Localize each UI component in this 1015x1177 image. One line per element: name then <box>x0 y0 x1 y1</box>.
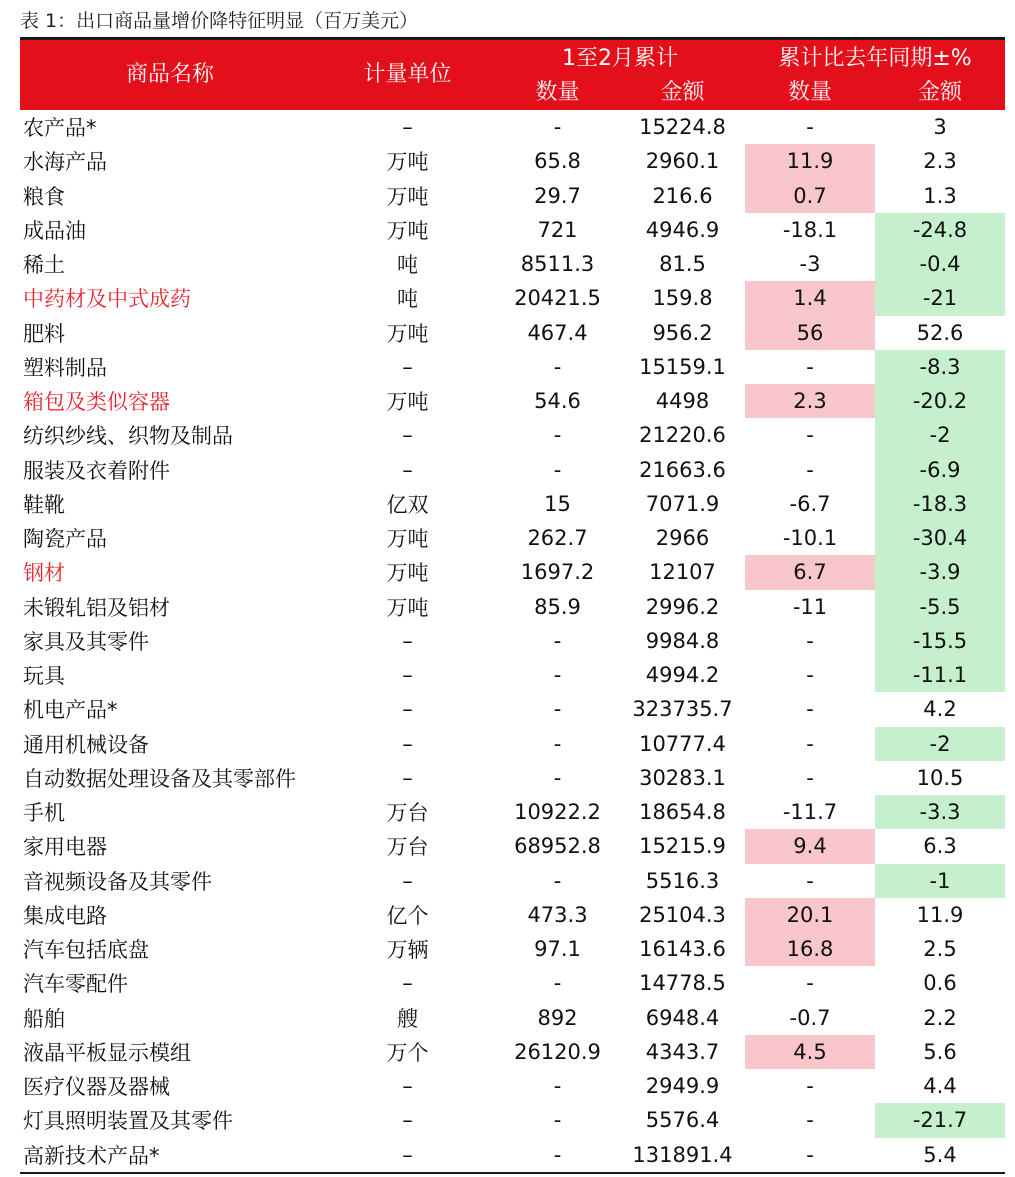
cell-qty-yoy: -10.1 <box>782 526 838 551</box>
cell-qty-yoy: - <box>806 354 814 379</box>
cell-unit: 万吨 <box>386 184 429 209</box>
cell-qty-yoy: -0.7 <box>789 1005 831 1030</box>
cell-name: 液晶平板显示模组 <box>23 1040 191 1065</box>
cell-amount-yoy: -24.8 <box>875 213 1005 247</box>
cell-amount-yoy: 5.4 <box>923 1142 957 1167</box>
cell-qty-yoy: - <box>806 628 814 653</box>
cell-amount: 2960.1 <box>645 149 720 174</box>
cell-name: 鞋靴 <box>23 492 65 517</box>
table-row <box>20 795 1005 829</box>
cell-name: 农产品* <box>23 116 97 141</box>
cell-name: 船舶 <box>23 1006 65 1031</box>
cell-qty: - <box>553 423 562 448</box>
cell-unit: – <box>402 1108 413 1133</box>
cell-unit: 艘 <box>397 1006 418 1031</box>
cell-qty: 15 <box>544 491 571 516</box>
cell-unit: – <box>402 731 413 756</box>
table-row <box>20 898 1005 932</box>
cell-name: 汽车包括底盘 <box>23 938 149 963</box>
cell-amount-yoy: 0.6 <box>923 971 957 996</box>
table-row <box>20 316 1005 350</box>
cell-qty: - <box>553 457 562 482</box>
cell-name: 粮食 <box>23 184 65 209</box>
cell-amount-yoy: 4.4 <box>923 1074 957 1099</box>
cell-qty: 262.7 <box>527 526 588 551</box>
cell-amount-yoy: -3.9 <box>875 555 1005 589</box>
table-row <box>20 829 1005 863</box>
table-row <box>20 1103 1005 1137</box>
cell-name: 箱包及类似容器 <box>23 390 170 415</box>
cell-qty-yoy: 11.9 <box>745 144 875 178</box>
cell-name: 家用电器 <box>23 835 107 860</box>
cell-unit: 万台 <box>386 835 429 860</box>
cell-unit: 万辆 <box>386 938 429 963</box>
table-row <box>20 453 1005 487</box>
table-row <box>20 727 1005 761</box>
cell-unit: 万吨 <box>386 150 429 175</box>
cell-qty: 68952.8 <box>514 834 601 859</box>
header-amount-yoy: 金额 <box>917 80 962 105</box>
cell-amount: 2996.2 <box>645 594 720 619</box>
cell-amount: 14778.5 <box>639 971 726 996</box>
cell-qty: - <box>553 663 562 688</box>
header-amount: 金额 <box>660 80 705 105</box>
cell-qty: - <box>553 1108 562 1133</box>
header-qty: 数量 <box>535 80 580 105</box>
cell-unit: 万吨 <box>386 595 429 620</box>
cell-qty: - <box>553 115 562 140</box>
cell-amount-yoy: 4.2 <box>923 697 957 722</box>
cell-amount-yoy: -20.2 <box>875 384 1005 418</box>
cell-unit: – <box>402 971 413 996</box>
cell-qty: 1697.2 <box>520 560 595 585</box>
cell-name: 未锻轧铝及铝材 <box>23 595 170 620</box>
cell-name: 集成电路 <box>23 903 107 928</box>
cell-amount: 25104.3 <box>639 902 726 927</box>
cell-unit: 万吨 <box>386 390 429 415</box>
header-group-yoy: 累计比去年同期±% <box>778 46 972 71</box>
cell-amount-yoy: 6.3 <box>923 834 957 859</box>
cell-amount-yoy: 1.3 <box>923 183 957 208</box>
cell-qty: 721 <box>537 217 578 242</box>
table-row <box>20 179 1005 213</box>
table-row <box>20 247 1005 281</box>
cell-name: 高新技术产品* <box>23 1143 160 1168</box>
cell-amount: 4498 <box>655 389 710 414</box>
cell-qty: 467.4 <box>527 320 588 345</box>
cell-amount-yoy: -2 <box>875 418 1005 452</box>
cell-qty-yoy: - <box>806 731 814 756</box>
header-group-cumulative: 1至2月累计 <box>562 46 678 71</box>
cell-qty: 10922.2 <box>514 800 601 825</box>
cell-qty: 8511.3 <box>520 252 595 277</box>
cell-amount: 5516.3 <box>645 868 720 893</box>
table-row <box>20 1035 1005 1069</box>
cell-unit: – <box>402 354 413 379</box>
table-row <box>20 384 1005 418</box>
cell-amount: 6948.4 <box>645 1005 720 1030</box>
cell-amount-yoy: -6.9 <box>875 453 1005 487</box>
cell-amount: 10777.4 <box>639 731 726 756</box>
cell-amount-yoy: -3.3 <box>875 795 1005 829</box>
table-row <box>20 658 1005 692</box>
cell-unit: – <box>402 1142 413 1167</box>
cell-amount: 15224.8 <box>639 115 726 140</box>
cell-name: 玩具 <box>23 664 65 689</box>
cell-amount: 2949.9 <box>645 1074 720 1099</box>
cell-amount: 21220.6 <box>639 423 726 448</box>
cell-unit: – <box>402 423 413 448</box>
cell-qty: 29.7 <box>534 183 581 208</box>
cell-unit: – <box>402 697 413 722</box>
cell-unit: – <box>402 628 413 653</box>
cell-unit: 吨 <box>397 253 418 278</box>
table-row <box>20 281 1005 315</box>
cell-amount-yoy: -1 <box>875 864 1005 898</box>
cell-name: 音视频设备及其零件 <box>23 869 212 894</box>
table-row <box>20 590 1005 624</box>
cell-amount: 18654.8 <box>639 800 726 825</box>
cell-name: 纺织纱线、织物及制品 <box>23 424 233 449</box>
cell-unit: – <box>402 457 413 482</box>
cell-amount-yoy: 10.5 <box>916 765 964 790</box>
cell-qty-yoy: - <box>806 765 814 790</box>
cell-qty: - <box>553 1074 562 1099</box>
cell-qty-yoy: 56 <box>745 316 875 350</box>
cell-qty: - <box>553 765 562 790</box>
table-caption: 表 1：出口商品量增价降特征明显（百万美元） <box>20 10 419 32</box>
table-row <box>20 1001 1005 1035</box>
cell-name: 汽车零配件 <box>23 972 128 997</box>
cell-name: 自动数据处理设备及其零部件 <box>23 766 296 791</box>
cell-name: 通用机械设备 <box>23 732 149 757</box>
table-header <box>20 40 1005 110</box>
cell-unit: – <box>402 1074 413 1099</box>
cell-unit: 万台 <box>386 801 429 826</box>
table-row <box>20 418 1005 452</box>
cell-amount: 15159.1 <box>639 354 726 379</box>
table-row <box>20 624 1005 658</box>
cell-qty-yoy: 20.1 <box>745 898 875 932</box>
cell-amount: 131891.4 <box>632 1142 733 1167</box>
cell-qty-yoy: - <box>806 115 814 140</box>
table-row <box>20 692 1005 726</box>
cell-amount-yoy: -5.5 <box>875 590 1005 624</box>
cell-name: 机电产品* <box>23 698 118 723</box>
table-row <box>20 1069 1005 1103</box>
cell-unit: – <box>402 663 413 688</box>
cell-amount-yoy: -11.1 <box>875 658 1005 692</box>
table-row <box>20 864 1005 898</box>
cell-qty-yoy: -11 <box>792 594 828 619</box>
cell-amount: 16143.6 <box>639 937 726 962</box>
table-row <box>20 110 1005 144</box>
cell-amount: 7071.9 <box>645 491 720 516</box>
cell-unit: 万吨 <box>386 561 429 586</box>
cell-qty: 26120.9 <box>514 1039 601 1064</box>
table-row <box>20 144 1005 178</box>
cell-name: 水海产品 <box>23 150 107 175</box>
cell-amount: 4343.7 <box>645 1039 720 1064</box>
cell-qty: 473.3 <box>527 902 588 927</box>
cell-amount: 2966 <box>655 526 710 551</box>
table-row <box>20 761 1005 795</box>
cell-qty-yoy: 2.3 <box>745 384 875 418</box>
cell-name: 手机 <box>23 801 65 826</box>
cell-amount-yoy: -15.5 <box>875 624 1005 658</box>
cell-amount-yoy: -30.4 <box>875 521 1005 555</box>
cell-qty-yoy: - <box>806 1074 814 1099</box>
cell-name: 钢材 <box>23 561 65 586</box>
cell-qty-yoy: - <box>806 663 814 688</box>
cell-unit: 万个 <box>386 1040 429 1065</box>
cell-amount: 4946.9 <box>645 217 720 242</box>
table-body <box>20 110 1005 1172</box>
header-qty-yoy: 数量 <box>787 80 832 105</box>
cell-name: 肥料 <box>23 321 65 346</box>
cell-amount: 12107 <box>649 560 716 585</box>
cell-qty-yoy: - <box>806 1108 814 1133</box>
cell-qty-yoy: 9.4 <box>745 829 875 863</box>
bottom-rule <box>20 1172 1005 1174</box>
cell-qty-yoy: - <box>806 457 814 482</box>
cell-qty: - <box>553 697 562 722</box>
cell-qty: 65.8 <box>534 149 581 174</box>
cell-qty-yoy: 6.7 <box>745 555 875 589</box>
cell-name: 中药材及中式成药 <box>23 287 191 312</box>
cell-amount: 956.2 <box>652 320 713 345</box>
cell-unit: – <box>402 115 413 140</box>
cell-amount-yoy: -2 <box>875 727 1005 761</box>
cell-amount-yoy: 2.3 <box>923 149 957 174</box>
cell-unit: 亿双 <box>386 492 429 517</box>
table-row <box>20 966 1005 1000</box>
cell-amount-yoy: 3 <box>933 115 947 140</box>
cell-unit: 万吨 <box>386 527 429 552</box>
table-row <box>20 1138 1005 1172</box>
cell-qty: - <box>553 971 562 996</box>
cell-qty: 20421.5 <box>514 286 601 311</box>
cell-qty-yoy: - <box>806 1142 814 1167</box>
cell-unit: 万吨 <box>386 321 429 346</box>
cell-qty: - <box>553 868 562 893</box>
cell-qty: 97.1 <box>534 937 581 962</box>
cell-name: 成品油 <box>23 218 86 243</box>
cell-amount-yoy: 2.5 <box>923 937 957 962</box>
cell-amount-yoy: 5.6 <box>923 1039 957 1064</box>
cell-qty: - <box>553 628 562 653</box>
cell-qty: 892 <box>537 1005 578 1030</box>
cell-amount: 5576.4 <box>645 1108 720 1133</box>
cell-amount-yoy: -21.7 <box>875 1103 1005 1137</box>
cell-name: 医疗仪器及器械 <box>23 1075 170 1100</box>
header-unit: 计量单位 <box>363 62 452 87</box>
cell-qty-yoy: 4.5 <box>745 1035 875 1069</box>
cell-amount: 216.6 <box>652 183 713 208</box>
cell-name: 塑料制品 <box>23 355 107 380</box>
cell-amount: 15215.9 <box>639 834 726 859</box>
cell-name: 陶瓷产品 <box>23 527 107 552</box>
cell-amount: 21663.6 <box>639 457 726 482</box>
cell-name: 家具及其零件 <box>23 629 149 654</box>
cell-amount: 4994.2 <box>645 663 720 688</box>
export-table <box>20 37 1005 1174</box>
cell-name: 稀土 <box>23 253 65 278</box>
cell-qty: 85.9 <box>534 594 581 619</box>
cell-qty-yoy: -18.1 <box>782 217 838 242</box>
header-name: 商品名称 <box>125 62 214 87</box>
cell-qty: 54.6 <box>534 389 581 414</box>
cell-amount: 159.8 <box>652 286 713 311</box>
cell-unit: 吨 <box>397 287 418 312</box>
table-row <box>20 932 1005 966</box>
cell-name: 灯具照明装置及其零件 <box>23 1109 233 1134</box>
cell-qty-yoy: - <box>806 971 814 996</box>
cell-unit: – <box>402 868 413 893</box>
cell-qty-yoy: - <box>806 697 814 722</box>
cell-amount: 81.5 <box>659 252 706 277</box>
cell-amount-yoy: -18.3 <box>875 487 1005 521</box>
cell-amount-yoy: -21 <box>875 281 1005 315</box>
cell-amount: 323735.7 <box>632 697 733 722</box>
cell-qty-yoy: 16.8 <box>745 932 875 966</box>
table-row <box>20 555 1005 589</box>
table-row <box>20 521 1005 555</box>
cell-amount-yoy: 11.9 <box>916 902 964 927</box>
cell-amount-yoy: -8.3 <box>875 350 1005 384</box>
cell-qty-yoy: - <box>806 423 814 448</box>
cell-amount: 9984.8 <box>645 628 720 653</box>
table-row <box>20 487 1005 521</box>
cell-name: 服装及衣着附件 <box>23 458 170 483</box>
cell-qty-yoy: 0.7 <box>745 179 875 213</box>
cell-unit: – <box>402 765 413 790</box>
cell-unit: 亿个 <box>386 903 429 928</box>
cell-qty-yoy: -6.7 <box>789 491 831 516</box>
cell-amount: 30283.1 <box>639 765 726 790</box>
cell-qty-yoy: -11.7 <box>782 800 838 825</box>
table-row <box>20 350 1005 384</box>
cell-qty-yoy: -3 <box>799 252 821 277</box>
cell-qty: - <box>553 354 562 379</box>
cell-qty-yoy: 1.4 <box>745 281 875 315</box>
cell-amount-yoy: 2.2 <box>923 1005 957 1030</box>
table-row <box>20 213 1005 247</box>
cell-qty: - <box>553 1142 562 1167</box>
cell-unit: 万吨 <box>386 218 429 243</box>
cell-qty-yoy: - <box>806 868 814 893</box>
cell-amount-yoy: 52.6 <box>916 320 964 345</box>
cell-qty: - <box>553 731 562 756</box>
cell-amount-yoy: -0.4 <box>875 247 1005 281</box>
